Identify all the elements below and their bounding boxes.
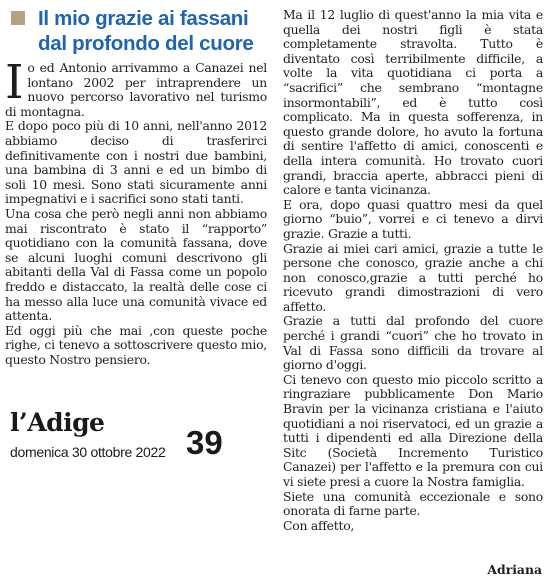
paragraph: Ci tenevo con questo mio piccolo scritto a ringraziare pubblicamente Don Mario Bravin per la vicinanza cristiana e l'aiuto quotidiani a noi riservatoci, ed un grazie a tutti i dipendenti ed alla Direzione della Sitc (Società Incremento Turistico Canazei) per l'affetto e la premura con cui vi siete presi a cuore la Nostra famiglia. xyxy=(283,371,543,489)
left-column xyxy=(5,55,267,367)
first-paragraph xyxy=(5,55,267,119)
paragraph: Grazie a tutti dal profondo del cuore perché i grandi “cuori” che ho trovato in Val di Fassa sono difficili da trovare al giorno d'oggi. xyxy=(283,313,543,373)
paragraph: E ora, dopo quasi quattro mesi da quel giorno “buio”, vorrei e ci tenevo a dirvi grazie. Grazie a tutti. xyxy=(283,196,543,241)
issue-date: domenica 30 ottobre 2022 xyxy=(10,444,166,460)
article-title: Il mio grazie ai fassani dal profondo del cuore xyxy=(38,7,254,55)
paragraph: Siete una comunità eccezionale e sono onorata di farne parte. xyxy=(283,488,543,519)
drop-cap: I xyxy=(5,55,24,110)
page-number: 39 xyxy=(186,424,223,461)
square-bullet-icon xyxy=(11,11,25,25)
paragraph: Ma il 12 luglio di quest'anno la mia vita e quella dei nostri figli è stata completamente stravolta. Tutto è diventato così terribilmente difficile, a volte la vita quotidiana ci porta a “sacrifici” che sembrano “montagne insormontabili”, ed è tutto così complicato. Ma in questa sofferenza, in questo grande dolore, ho avuto la fortuna di sentire l'affetto di amici, conoscenti e della intera comunità. Ho trovato cuori grandi, braccia aperte, abbracci pieni di calore e tanta vicinanza. xyxy=(283,7,543,198)
first-paragraph-text: o ed Antonio arrivammo a Canazei nel lontano 2002 per intraprendere un nuovo percorso lavorativo nel turismo di montagna. xyxy=(5,60,267,119)
headline-block xyxy=(10,6,272,56)
paragraph: Con affetto, xyxy=(283,517,355,533)
author-signature: Adriana xyxy=(487,562,542,577)
paragraph: E dopo poco più di 10 anni, nell'anno 2012 abbiamo deciso di trasferirci definitivamente con i nostri due bambini, una bambina di 3 anni e ed un bimbo di soli 10 mesi. Sono stati sicuramente anni impegnativi e i sacrifici sono stati tanti. xyxy=(5,118,267,207)
paragraph: Grazie ai miei cari amici, grazie a tutte le persone che conosco, grazie anche a chi non conosco,grazie a tutti perché ho ricevuto grandi dimostrazioni di vero affetto. xyxy=(283,240,543,314)
paragraph: Ed oggi più che mai ,con queste poche righe, ci tenevo a sottoscrivere questo mio, questo Nostro pensiero. xyxy=(5,322,267,367)
right-column xyxy=(283,8,543,533)
newspaper-logo: l’Adige xyxy=(10,408,105,437)
newspaper-masthead xyxy=(10,404,265,474)
paragraph: Una cosa che però negli anni non abbiamo mai riscontrato è stato il “rapporto” quotidiano con la comunità fassana, dove se alcuni luoghi comuni descrivono gli abitanti della Val di Fassa come un popolo freddo e distaccato, la realtà delle cose ci ha messo alla luce una comunità vivace ed attenta. xyxy=(5,205,267,324)
